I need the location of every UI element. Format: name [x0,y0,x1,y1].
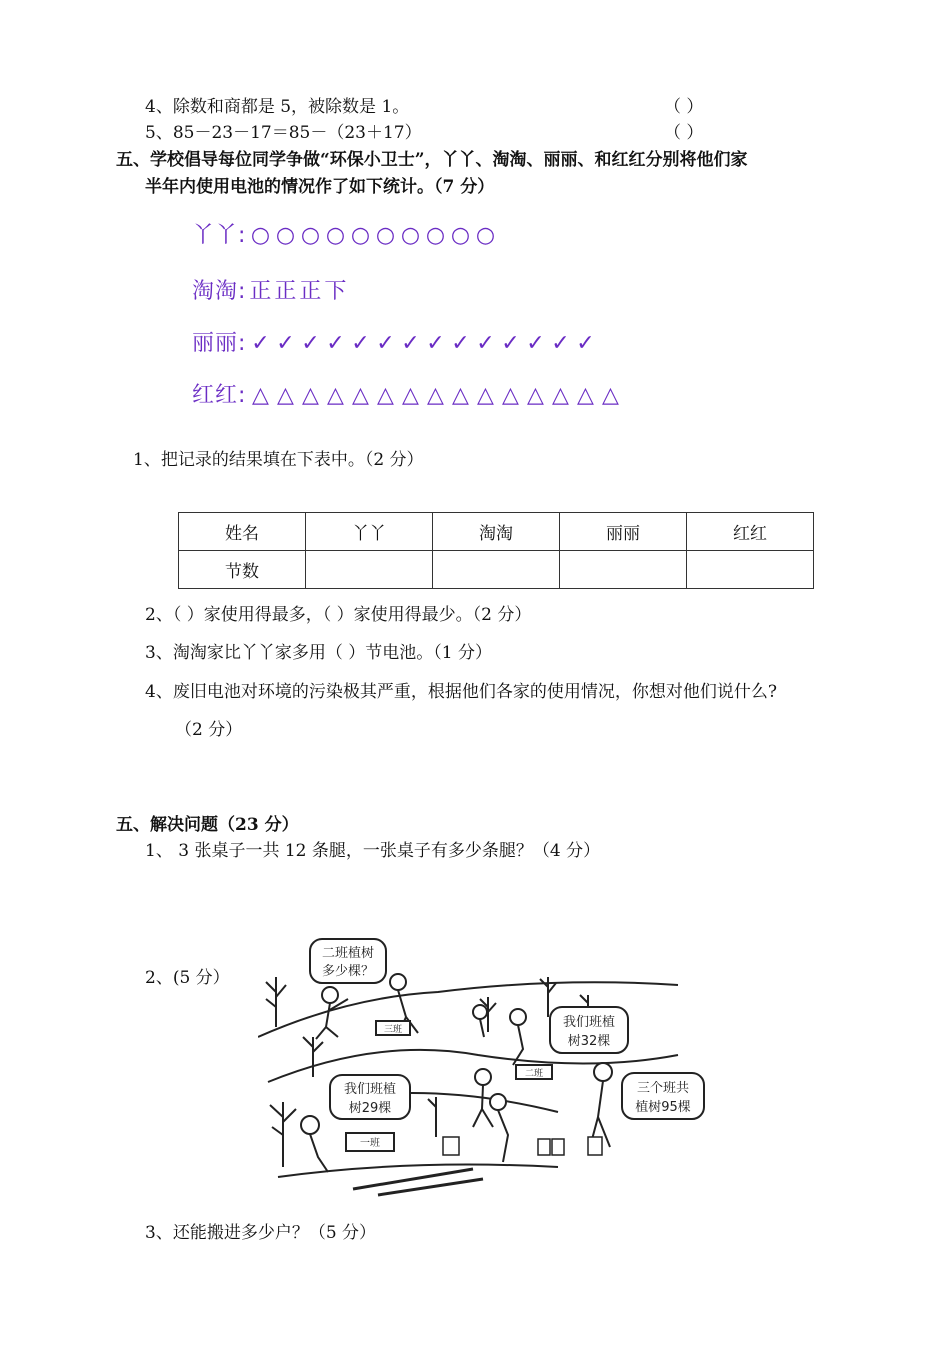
tree-planting-illustration [258,937,708,1202]
tally-mark: △ [551,383,570,408]
tally-mark: 正 [299,279,323,304]
tally-mark: ✓ [376,331,396,356]
section-a-q4-line2: （2 分） [175,720,243,740]
tally-mark: ✓ [426,331,446,356]
answer-cell-taotao[interactable] [433,551,560,589]
bubble4-line1: 三个班共 [636,1081,690,1096]
tally-mark: ✓ [301,331,321,356]
tally-lili [192,326,598,357]
tally-mark: △ [476,383,495,408]
bubble3-line2: 树29棵 [348,1101,392,1116]
judge-item-4 [145,92,409,117]
tally-taotao [192,274,348,305]
answer-cell-lili[interactable] [560,551,687,589]
tally-mark: ✓ [476,331,496,356]
table-header-cell: 丽丽 [560,513,687,551]
tally-mark: 下 [324,279,348,304]
speech-bubbles [310,939,704,1119]
tally-mark: ✓ [326,331,346,356]
tally-mark: ✓ [501,331,521,356]
answer-cell-yaya[interactable] [306,551,433,589]
judge-item-5-text: 5、85－23－17＝85－（23＋17） [145,123,422,143]
sign-class1: 一班 [360,1138,380,1149]
section-a-q1: 1、把记录的结果填在下表中。（2 分） [133,450,424,470]
section-b-q3: 3、还能搬进多少户？（5 分） [145,1223,377,1243]
tally-mark: △ [601,383,620,408]
tally-name: 丽丽: [192,331,247,356]
section-a-q3: 3、淘淘家比丫丫家多用（ ）节电池。（1 分） [145,643,492,663]
table-header-cell: 丫丫 [306,513,433,551]
tally-name: 红红: [192,383,247,408]
tally-name: 丫丫: [192,223,247,248]
table-header-cell: 淘淘 [433,513,560,551]
tally-mark: ○ [375,223,397,248]
tally-mark: ✓ [451,331,471,356]
tally-mark: △ [351,383,370,408]
tally-mark: △ [251,383,270,408]
answer-cell-honghong[interactable] [687,551,814,589]
table-header-cell: 红红 [687,513,814,551]
tally-yaya [192,218,498,249]
judge-item-5 [145,118,422,143]
tally-mark: △ [576,383,595,408]
tally-mark: ✓ [251,331,271,356]
tally-mark: △ [301,383,320,408]
judge-item-5-answer-blank[interactable]: （ ） [664,123,704,143]
tally-mark: ○ [325,223,347,248]
section-a-q4-line1: 4、废旧电池对环境的污染极其严重，根据他们各家的使用情况，你想对他们说什么? [145,682,777,702]
section-b-q1: 1、 3 张桌子一共 12 条腿，一张桌子有多少条腿？（4 分） [145,841,601,861]
tally-mark: △ [276,383,295,408]
tally-mark: △ [526,383,545,408]
tally-mark: ○ [275,223,297,248]
tally-mark: ✓ [276,331,296,356]
battery-table [178,512,814,589]
bubble1-line1: 二班植树 [321,946,375,961]
tally-mark: 正 [274,279,298,304]
tally-mark: ○ [350,223,372,248]
judge-item-4-answer-blank[interactable]: （ ） [664,97,704,117]
section-b-q2: 2、(5 分） [145,968,230,988]
bubble4-line2: 植树95棵 [635,1100,691,1115]
section-a-title-line2: 半年内使用电池的情况作了如下统计。（7 分） [145,177,495,197]
tally-mark: △ [451,383,470,408]
tally-mark: ✓ [351,331,371,356]
tally-mark: ○ [400,223,422,248]
bubble1-line2: 多少棵？ [321,964,375,979]
tally-honghong [192,378,623,409]
table-header-cell: 姓名 [179,513,306,551]
tally-mark: ✓ [576,331,596,356]
section-b-title: 五、解决问题（23 分） [116,815,299,835]
tally-mark: ✓ [526,331,546,356]
tally-mark: ○ [425,223,447,248]
tally-name: 淘淘: [192,279,247,304]
tally-mark: ○ [475,223,497,248]
sign-class3: 三班 [383,1025,403,1035]
judge-item-4-text: 4、除数和商都是 5，被除数是 1。 [145,97,410,117]
bubble2-line1: 我们班植 [562,1015,616,1030]
table-row-label: 节数 [179,551,306,589]
tally-mark: △ [376,383,395,408]
tally-mark: △ [326,383,345,408]
table-header-row [179,513,814,551]
bubble3-line1: 我们班植 [343,1082,397,1097]
section-a-title-line1: 五、学校倡导每位同学争做“环保小卫士”，丫丫、淘淘、丽丽、和红红分别将他们家 [116,150,748,170]
table-row [179,551,814,589]
tally-mark: ✓ [401,331,421,356]
tally-mark: 正 [249,279,273,304]
tally-mark: △ [401,383,420,408]
section-a-q2: 2、（ ）家使用得最多，（ ）家使用得最少。（2 分） [145,605,532,625]
tally-mark: △ [426,383,445,408]
tally-mark: ○ [300,223,322,248]
bubble2-line2: 树32棵 [567,1034,611,1049]
tally-mark: ✓ [551,331,571,356]
tally-mark: ○ [450,223,472,248]
tally-mark: ○ [250,223,272,248]
sign-class2: 二班 [524,1069,544,1079]
tally-mark: △ [501,383,520,408]
